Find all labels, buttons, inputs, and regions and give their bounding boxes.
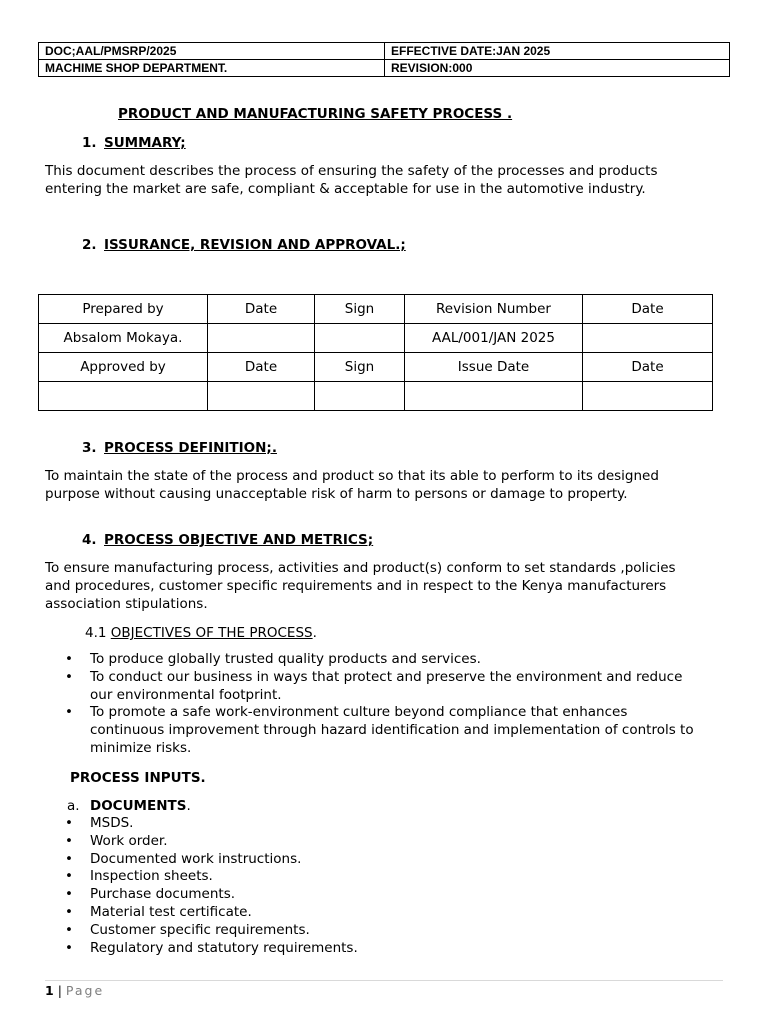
section-1-heading [82, 134, 186, 152]
table-cell [315, 382, 405, 411]
list-item-text: Material test certificate. [90, 903, 252, 920]
table-cell [39, 382, 208, 411]
approval-table [38, 294, 713, 411]
list-item [45, 651, 694, 669]
document-title: PRODUCT AND MANUFACTURING SAFETY PROCESS . [118, 106, 513, 122]
paragraph-line: To ensure manufacturing process, activities and product(s) conform to set standards ,policies [45, 560, 676, 576]
list-item [45, 851, 358, 869]
effective-date: EFFECTIVE DATE:JAN 2025 [385, 43, 730, 60]
page-footer [45, 983, 104, 998]
table-cell: Date [208, 353, 315, 382]
table-row [39, 353, 713, 382]
subsection-4-1 [85, 624, 317, 642]
paragraph-line: association stipulations. [45, 596, 208, 612]
bullet-icon: • [65, 921, 73, 938]
sub-period: . [186, 798, 191, 814]
bullet-icon: • [65, 815, 73, 831]
table-row [39, 382, 713, 411]
subsection-title: OBJECTIVES OF THE PROCESS [110, 625, 313, 641]
list-item [45, 922, 358, 940]
table-cell: Date [583, 295, 713, 324]
table-cell: Issue Date [405, 353, 583, 382]
table-cell [208, 324, 315, 353]
paragraph-line: purpose without causing unacceptable risk of harm to persons or damage to property. [45, 486, 628, 502]
sub-letter: a. [67, 798, 80, 814]
list-item [45, 833, 358, 851]
section-number: 3. [82, 440, 97, 456]
list-item-text: Documented work instructions. [90, 850, 302, 867]
paragraph-line: entering the market are safe, compliant & acceptable for use in the automotive industry. [45, 181, 646, 197]
table-cell [583, 324, 713, 353]
revision: REVISION:000 [385, 60, 730, 77]
document-header-table [38, 42, 730, 77]
sub-title: DOCUMENTS [90, 798, 187, 814]
bullet-icon: • [65, 651, 73, 667]
list-item-text: Regulatory and statutory requirements. [90, 939, 358, 956]
list-item-text: Inspection sheets. [90, 868, 213, 885]
table-cell: Date [583, 353, 713, 382]
bullet-icon: • [65, 668, 73, 685]
table-cell: Date [208, 295, 315, 324]
objective-paragraph [45, 559, 725, 613]
table-cell [208, 382, 315, 411]
page-number: 1 [45, 983, 54, 998]
documents-list [45, 815, 358, 957]
list-item-text: To produce globally trusted quality products and services. [90, 651, 481, 667]
definition-paragraph [45, 467, 725, 503]
section-title: SUMMARY; [104, 135, 186, 151]
table-cell: Prepared by [39, 295, 208, 324]
footer-separator: | [57, 983, 62, 998]
table-cell: AAL/001/JAN 2025 [405, 324, 583, 353]
list-item [45, 704, 694, 757]
objectives-list [45, 651, 694, 758]
bullet-icon: • [65, 704, 73, 721]
list-item-text: To conduct our business in ways that protect and preserve the environment and reduce [90, 668, 683, 685]
subsection-period: . [312, 625, 317, 641]
section-4-heading [82, 531, 373, 549]
list-item [45, 868, 358, 886]
list-item [45, 904, 358, 922]
subsection-number: 4.1 [85, 625, 111, 641]
table-cell [405, 382, 583, 411]
bullet-icon: • [65, 903, 73, 920]
list-item [45, 669, 694, 705]
list-item-text: Customer specific requirements. [90, 921, 310, 938]
bullet-icon: • [65, 868, 73, 885]
list-item [45, 940, 358, 958]
list-item-text: continuous improvement through hazard identification and implementation of controls to [90, 722, 694, 739]
table-cell: Absalom Mokaya. [39, 324, 208, 353]
table-row [39, 324, 713, 353]
table-row [39, 295, 713, 324]
table-cell [315, 324, 405, 353]
list-item-text: MSDS. [90, 815, 134, 831]
summary-paragraph [45, 162, 725, 198]
section-title: ISSURANCE, REVISION AND APPROVAL.; [104, 237, 406, 253]
bullet-icon: • [65, 939, 73, 956]
footer-divider [45, 980, 723, 981]
section-3-heading [82, 439, 277, 457]
table-cell: Sign [315, 295, 405, 324]
list-item [45, 815, 358, 833]
bullet-icon: • [65, 886, 73, 903]
table-cell: Revision Number [405, 295, 583, 324]
table-cell: Sign [315, 353, 405, 382]
table-cell: Approved by [39, 353, 208, 382]
process-inputs-heading: PROCESS INPUTS. [70, 770, 206, 786]
list-item-text: minimize risks. [90, 739, 192, 756]
department: MACHIME SHOP DEPARTMENT. [39, 60, 385, 77]
list-item-text: To promote a safe work-environment culture beyond compliance that enhances [90, 704, 628, 721]
list-item [45, 886, 358, 904]
documents-subheading [67, 797, 191, 815]
section-number: 4. [82, 532, 97, 548]
paragraph-line: and procedures, customer specific requirements and in respect to the Kenya manufacturers [45, 578, 667, 594]
section-number: 1. [82, 135, 97, 151]
list-item-text: Purchase documents. [90, 886, 236, 903]
page-label: Page [65, 983, 105, 998]
paragraph-line: To maintain the state of the process and product so that its able to perform to its designed [45, 468, 659, 484]
section-number: 2. [82, 237, 97, 253]
bullet-icon: • [65, 832, 73, 849]
section-2-heading [82, 236, 406, 254]
bullet-icon: • [65, 850, 73, 867]
list-item-text: Work order. [90, 832, 168, 849]
paragraph-line: This document describes the process of ensuring the safety of the processes and products [45, 163, 658, 179]
list-item-text: our environmental footprint. [90, 686, 282, 703]
section-title: PROCESS OBJECTIVE AND METRICS; [104, 532, 374, 548]
section-title: PROCESS DEFINITION;. [104, 440, 277, 456]
doc-code: DOC;AAL/PMSRP/2025 [39, 43, 385, 60]
table-cell [583, 382, 713, 411]
